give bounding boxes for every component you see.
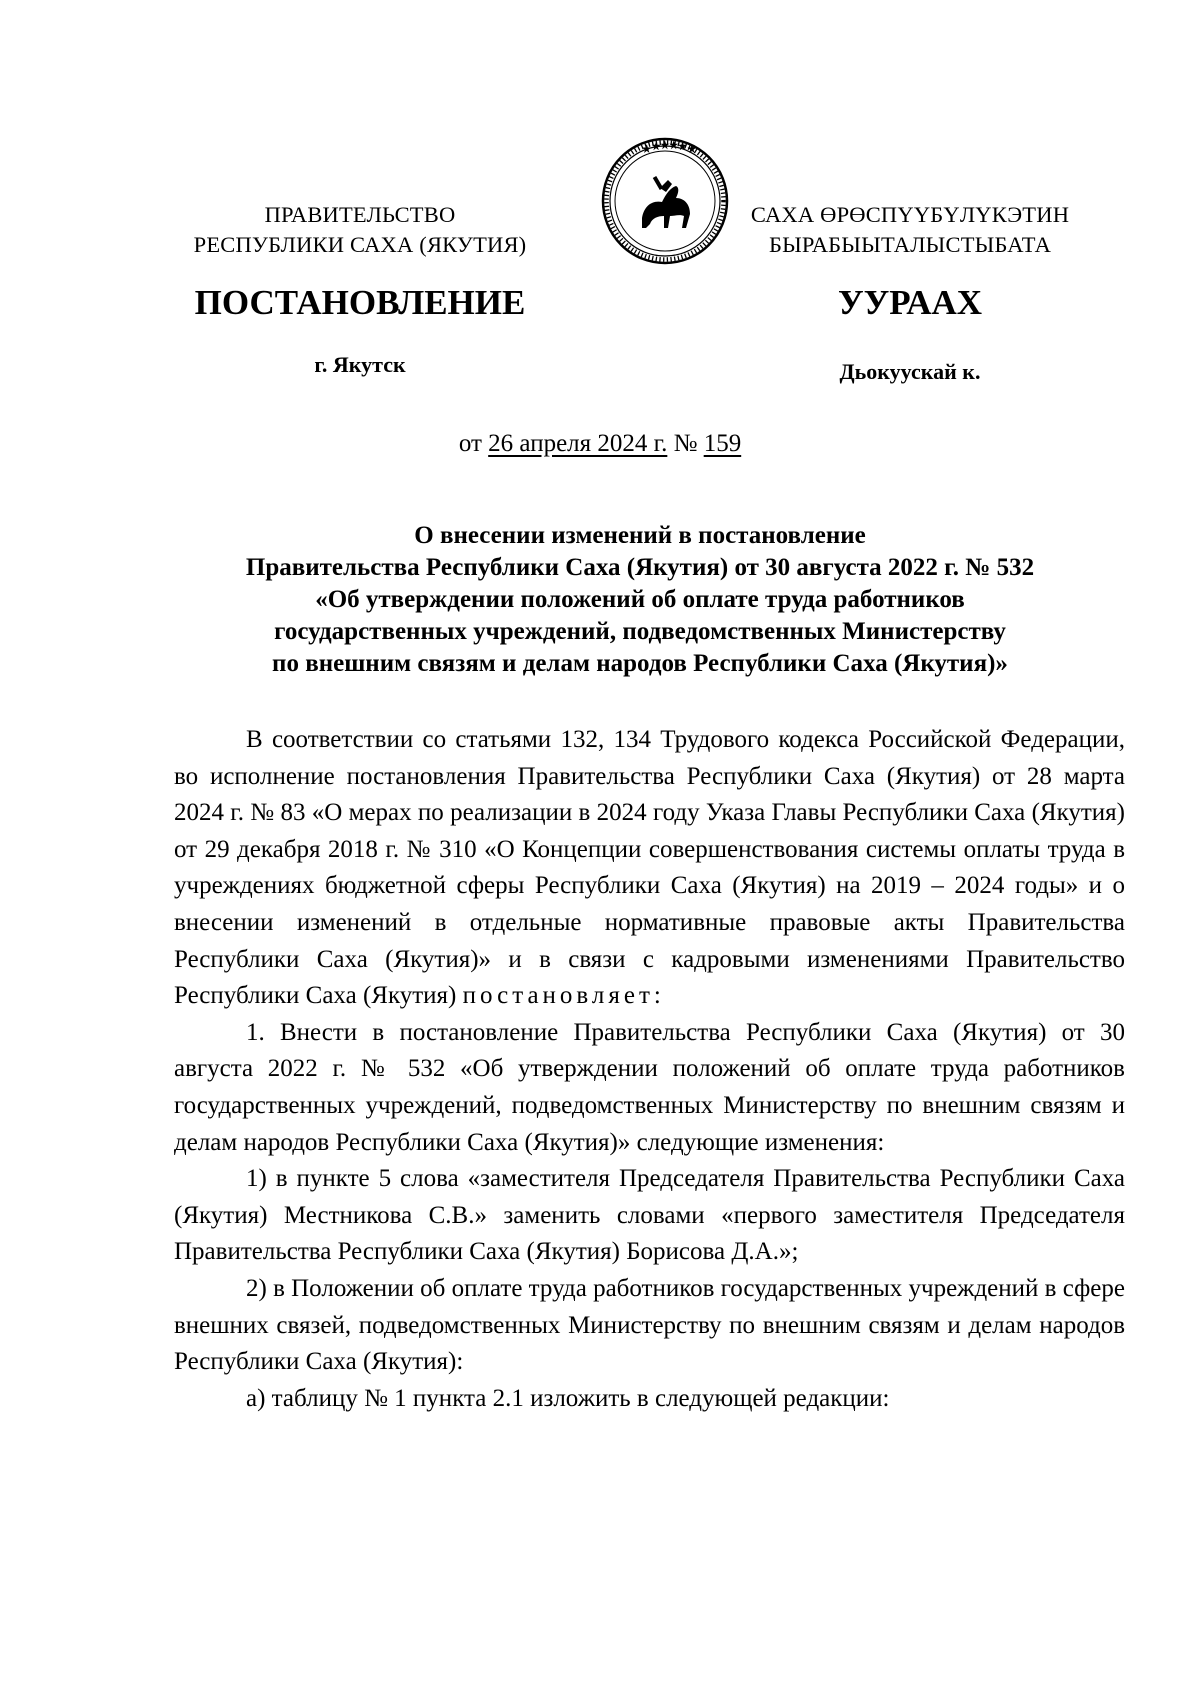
item-1-1-paragraph: 1) в пункте 5 слова «заместителя Председателя Правительства Республики Саха (Якутия) Местникова С.В.» заменить словами «первого заместителя Председателя Правительства Республики Саха (Якутия) Борисова Д.А.»; — [174, 1165, 1125, 1266]
title-line: «Об утверждении положений об оплате труда работников — [315, 586, 965, 613]
city-sakha: Дьокуускай к. — [839, 359, 981, 384]
decree-title-sakha: УУРААХ — [837, 283, 983, 322]
number-sign: № — [667, 430, 704, 457]
document-title — [160, 520, 1120, 680]
government-name-sakha-line1: САХА ӨРӨСПҮҮБҮЛҮКЭТИН — [750, 202, 1070, 227]
preamble-paragraph — [174, 722, 1125, 1015]
item-1-paragraph: 1. Внести в постановление Правительства Республики Саха (Якутия) от 30 августа 2022 г. № 532 «Об утверждении положений об оплате труда работников государственных учреждений, подведомственных Министерству по внешним связям и делам народов Республики Саха (Якутия)» следующие изменения: — [174, 1018, 1125, 1156]
decree-title-ru: ПОСТАНОВЛЕНИЕ — [194, 283, 526, 322]
title-line: Правительства Республики Саха (Якутия) от 30 августа 2022 г. № 532 — [245, 554, 1035, 581]
title-line: по внешним связям и делам народов Республики Саха (Якутия)» — [272, 650, 1008, 677]
item-1-2-paragraph: 2) в Положении об оплате труда работников государственных учреждений в сфере внешних связей, подведомственных Министерству по внешним связям и делам народов Республики Саха (Якутия): — [174, 1274, 1126, 1376]
government-name-ru-line1: ПРАВИТЕЛЬСТВО — [264, 202, 456, 227]
decree-date: 26 апреля 2024 г. — [488, 430, 668, 457]
decree-number: 159 — [703, 430, 742, 457]
city-ru: г. Якутск — [314, 352, 406, 377]
date-prefix: от — [458, 430, 489, 457]
preamble-text: В соответствии со статьями 132, 134 Трудового кодекса Российской Федерации, во исполнение постановления Правительства Республики Саха (Якутия) от 28 марта 2024 г. № 83 «О мерах по реализации в 2024 году Указа Главы Республики Саха (Якутия) от 29 декабря 2018 г. № 310 «О Концепции совершенствования системы оплаты труда в учреждениях бюджетной сферы Республики Саха (Якутия) на 2019 – 2024 годы» и о внесении изменений в отдельные нормативные правовые акты Правительства Республики Саха (Якутия)» и в связи с кадровыми изменениями Правительство Республики Саха (Якутия) — [174, 726, 1125, 1010]
title-line: О внесении изменений в постановление — [414, 522, 866, 549]
coat-of-arms-sakha-icon — [600, 136, 730, 266]
item-1-2a-paragraph: а) таблицу № 1 пункта 2.1 изложить в следующей редакции: — [246, 1384, 890, 1412]
preamble-verb: постановляет: — [462, 982, 665, 1010]
government-name-sakha — [725, 200, 1095, 260]
title-line: государственных учреждений, подведомственных Министерству — [274, 618, 1006, 645]
government-name-ru-line2: РЕСПУБЛИКИ САХА (ЯКУТИЯ) — [193, 232, 527, 257]
government-name-ru — [150, 200, 570, 260]
government-name-sakha-line2: БЫРАБЫЫТАЛЫСТЫБАТА — [768, 232, 1052, 257]
document-body — [174, 722, 1125, 1417]
decree-date-line — [0, 428, 1200, 460]
